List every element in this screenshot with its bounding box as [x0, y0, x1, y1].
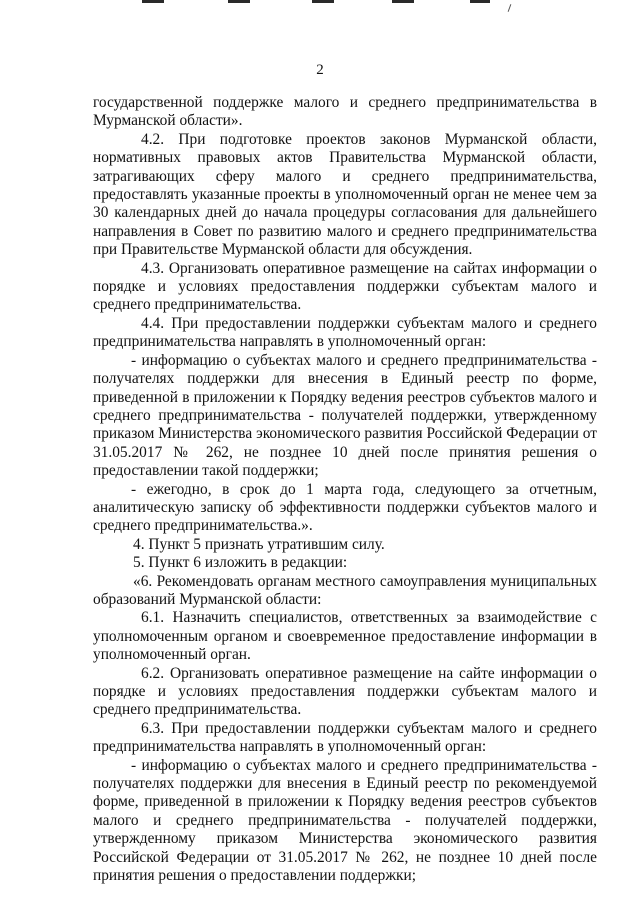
- scan-artifact-bar: [392, 0, 414, 3]
- page-number: 2: [316, 62, 324, 78]
- paragraph-6-3: 6.3. При предоставлении поддержки субъектам малого и среднего предпринимательства направлять в уполномоченный орган:: [93, 719, 597, 756]
- paragraph-item-4: 4. Пункт 5 признать утратившим силу.: [133, 535, 385, 553]
- paragraph-6: «6. Рекомендовать органам местного самоуправления муниципальных образований Мурманской области:: [93, 572, 597, 608]
- scan-artifact-bar: [228, 0, 250, 3]
- list-item-annual-report: - ежегодно, в срок до 1 марта года, следующего за отчетным, аналитическую записку об эффективности поддержки субъектов малого и среднего предпринимательства.».: [93, 480, 597, 535]
- paragraph-6-1: 6.1. Назначить специалистов, ответственных за взаимодействие с уполномоченным органом и своевременное предоставление информации в уполномоченный орган.: [93, 609, 597, 664]
- paragraph-6-2: 6.2. Организовать оперативное размещение на сайте информации о порядке и условиях предоставления поддержки субъектам малого и среднего предпринимательства.: [93, 664, 597, 719]
- scan-artifact-tick: [508, 4, 512, 12]
- scan-artifact-bar: [470, 0, 490, 3]
- paragraph-4-4: 4.4. При предоставлении поддержки субъектам малого и среднего предпринимательства направлять в уполномоченный орган:: [93, 314, 597, 351]
- paragraph-continuation: государственной поддержке малого и среднего предпринимательства в Мурманской области».: [93, 94, 597, 130]
- paragraph-4-2: 4.2. При подготовке проектов законов Мурманской области, нормативных правовых актов Правительства Мурманской области, затрагивающих сферу малого и среднего предпринимательства, предоставлять указанные проекты в уполномоченный орган не менее чем за 30 календарных дней до начала процедуры согласования для дальнейшего направления в Совет по развитию малого и среднего предпринимательства при Правительстве Мурманской области для обсуждения.: [93, 130, 597, 259]
- scan-artifact-bar: [312, 0, 334, 3]
- document-body: [93, 94, 597, 885]
- paragraph-item-5: 5. Пункт 6 изложить в редакции:: [133, 554, 348, 572]
- list-item-registry-info: - информацию о субъектах малого и среднего предпринимательства - получателях поддержки для внесения в Единый реестр по форме, приведенной в приложении к Порядку ведения реестров субъектов малого и среднего предпринимательства - получателей поддержки, утвержденному приказом Министерства экономического развития Российской Федерации от 31.05.2017 № 262, не позднее 10 дней после принятия решения о предоставлении такой поддержки;: [93, 351, 597, 480]
- scan-artifact-bar: [142, 0, 164, 3]
- list-item-municipal-registry-info: - информацию о субъектах малого и среднего предпринимательства - получателях поддержки для внесения в Единый реестр по рекомендуемой форме, приведенной в приложении к Порядку ведения реестров субъектов малого и среднего предпринимательства - получателей поддержки, утвержденному приказом Министерства экономического развития Российской Федерации от 31.05.2017 № 262, не позднее 10 дней после принятия решения о предоставлении поддержки;: [93, 756, 597, 885]
- paragraph-4-3: 4.3. Организовать оперативное размещение на сайтах информации о порядке и условиях предоставления поддержки субъектам малого и среднего предпринимательства.: [93, 259, 597, 314]
